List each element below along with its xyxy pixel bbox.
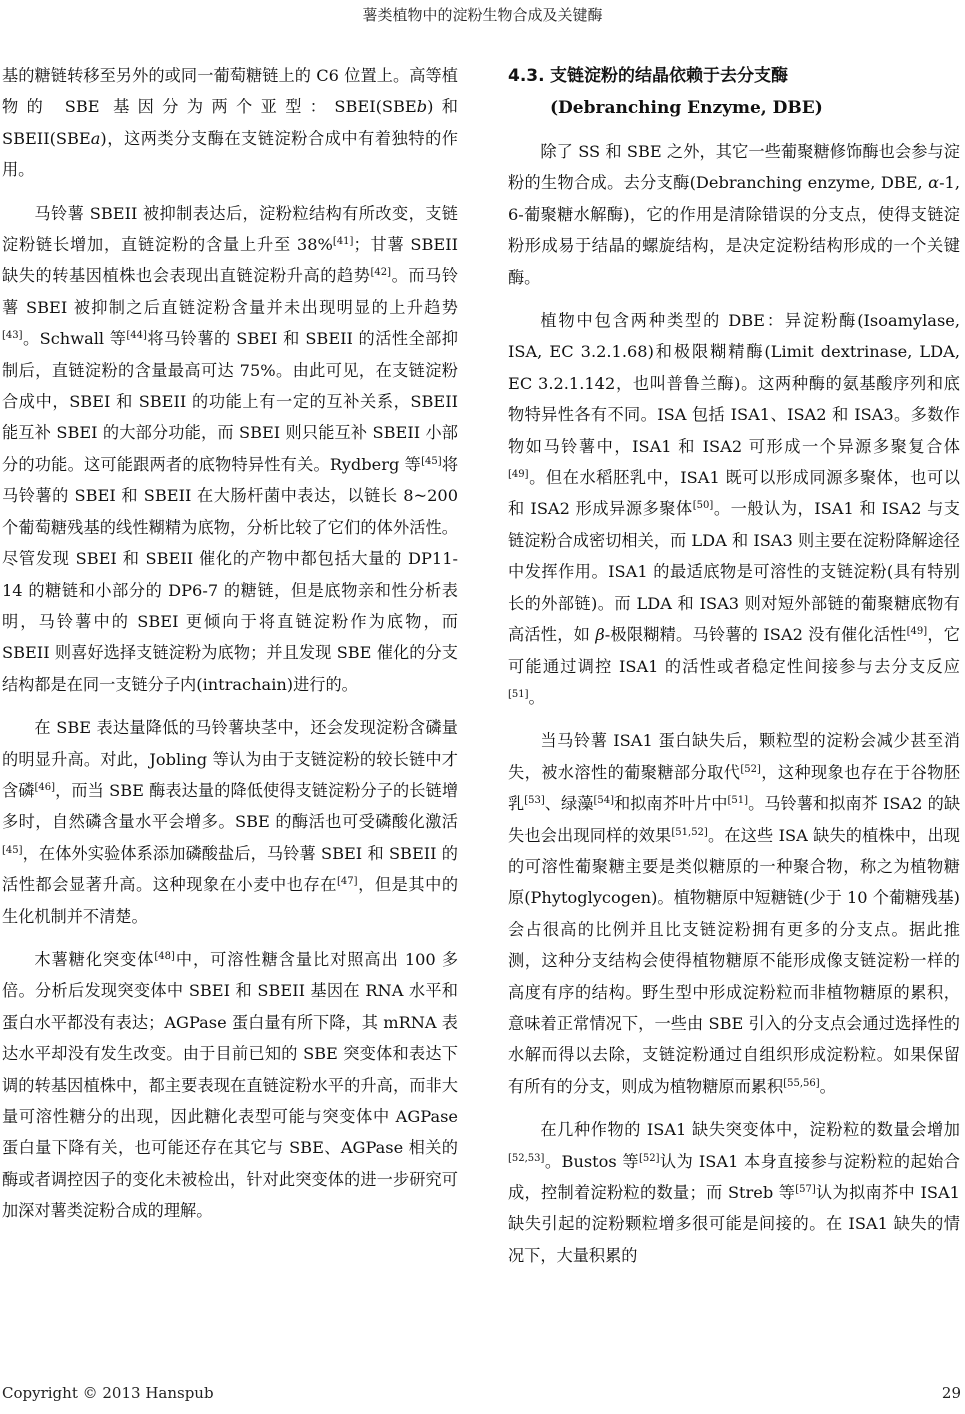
citation-ref: [54] — [593, 795, 614, 807]
italic-symbol: a — [90, 128, 101, 148]
citation-ref: [52] — [740, 763, 761, 775]
page-footer — [2, 1384, 961, 1402]
text-run: 认为拟南芥中 ISA1 缺失引起的淀粉颗粒增多很可能是间接的。在 ISA1 缺失的情况下，大量积累的 — [508, 1183, 960, 1265]
text-run: -1, 6-葡聚糖水解酶)，它的作用是清除错误的分支点，使得支链淀粉形成易于结晶的螺旋结构，是决定淀粉结构形成的一个关键酶。 — [508, 173, 960, 287]
citation-ref: [43] — [2, 330, 23, 342]
left-column — [2, 60, 458, 1239]
text-run: 。一般认为，ISA1 和 ISA2 与支链淀粉合成密切相关，而 LDA 和 ISA3 则主要在淀粉降解途径中发挥作用。ISA1 的最适底物是可溶性的支链淀粉(具有特别长的外部链)。而 LDA 和 ISA3 则对短外部链的葡聚糖底物有高活性，如 — [508, 499, 960, 645]
text-run: 。Bustos 等 — [544, 1151, 639, 1171]
citation-ref: [45] — [421, 455, 442, 467]
citation-ref: [45] — [2, 844, 23, 856]
text-run: 和拟南芥叶片中 — [613, 794, 728, 814]
paragraph-r3 — [508, 725, 960, 1102]
citation-ref: [44] — [126, 330, 147, 342]
citation-ref: [52] — [639, 1152, 660, 1164]
citation-ref: [49] — [906, 626, 928, 638]
paragraph-r1 — [508, 136, 960, 293]
citation-ref: [53] — [524, 795, 545, 807]
citation-ref: [55,56] — [783, 1077, 820, 1089]
italic-symbol: α — [928, 173, 940, 193]
citation-ref: [42] — [370, 267, 392, 279]
text-run: 。 — [528, 687, 545, 707]
text-run: ，但是其中的生化机制并不清楚。 — [2, 875, 459, 926]
text-run: 马铃薯 SBEII 被抑制表达后，淀粉粒结构有所改变，支链淀粉链长增加，直链淀粉的含量上升至 38% — [2, 203, 458, 255]
citation-ref: [41] — [332, 236, 354, 248]
citation-ref: [50] — [692, 500, 714, 512]
text-run: 。 — [819, 1076, 836, 1096]
italic-symbol: β — [595, 625, 605, 645]
citation-ref: [57] — [795, 1184, 816, 1195]
page-number: 29 — [941, 1384, 961, 1402]
text-run: 。马铃薯和拟南芥 ISA2 的缺失也会出现同样的效果 — [508, 794, 961, 845]
section-subtitle: (Debranching Enzyme, DBE) — [550, 98, 823, 118]
text-run: 在 SBE 表达量降低的马铃薯块茎中，还会发现淀粉含磷量的明显升高。对此，Jobling 等认为由于支链淀粉的较长链中才含磷 — [2, 718, 458, 800]
text-run: 。但在水稻胚乳中，ISA1 既可以形成同源多聚体，也可以和 ISA2 形成异源多聚体 — [508, 468, 960, 519]
section-title: 支链淀粉的结晶依赖于去分支酶 — [550, 66, 788, 86]
paragraph-r2 — [508, 305, 960, 713]
citation-ref: [51] — [727, 795, 749, 807]
section-number: 4.3. — [508, 66, 545, 86]
text-run: 。Schwall 等 — [22, 329, 127, 349]
text-run: 木薯糖化突变体 — [34, 949, 155, 969]
text-run: 除了 SS 和 SBE 之外，其它一些葡聚糖修饰酶也会参与淀粉的生物合成。去分支酶(Debranching enzyme, DBE, — [508, 142, 960, 193]
text-run: ，而当 SBE 酶表达量的降低使得支链淀粉分子的长链增多时，自然磷含量水平会增多。SBE 的酶活也可受磷酸化激活 — [2, 780, 459, 832]
section-heading — [508, 60, 960, 124]
text-run: 、绿藻 — [544, 794, 594, 814]
paragraph-p4 — [2, 944, 458, 1227]
text-run: 当马铃薯 ISA1 蛋白缺失后，颗粒型的淀粉会减少甚至消失，被水溶性的葡聚糖部分取代 — [508, 731, 960, 782]
text-run: )和 SBEII(SBE — [2, 97, 458, 148]
citation-ref: [51] — [508, 688, 529, 700]
paragraph-r4 — [508, 1114, 960, 1271]
text-run: ，在体外实验体系添加磷酸盐后，马铃薯 SBEI 和 SBEII 的活性都会显著升高。这种现象在小麦中也存在 — [2, 843, 458, 895]
text-run: 基的糖链转移至另外的或同一葡萄糖链上的 C6 位置上。高等植物的 SBE 基因分为两个亚型：SBEI(SBE — [2, 66, 458, 117]
citation-ref: [49] — [508, 469, 529, 481]
text-run: ，这种现象也存在于谷物胚乳 — [508, 762, 960, 814]
paragraph-p1 — [2, 60, 458, 186]
citation-ref: [48] — [154, 950, 175, 962]
right-column-body — [508, 136, 960, 1271]
paragraph-p3 — [2, 712, 458, 932]
text-run: 中，可溶性糖含量比对照高出 100 多倍。分析后发现突变体中 SBEI 和 SBEII 基因在 RNA 水平和蛋白水平都没有表达；AGPase 蛋白量有所下降，其 mRNA 表达水平却没有发生改变。由于目前已知的 SBE 突变体和表达下调的转基因植株中，都主要表现在直链淀粉水平的升高，而非大量可溶性糖分的出现，因此糖化表型可能与突变体中 AGPase 蛋白量下降有关，也可能还存在其它与 SBE、AGPase 相关的酶或者调控因子的变化未被检出，针对此突变体的进一步研究可加深对薯类淀粉合成的理解。 — [2, 949, 459, 1221]
text-run: ，它可能通过调控 ISA1 的活性或者稳定性间接参与去分支反应 — [508, 625, 960, 676]
text-run: 将马铃薯的 SBEI 和 SBEII 的活性全部抑制后，直链淀粉的含量最高可达 75%。由此可见，在支链淀粉合成中，SBEI 和 SBEII 的功能上有一定的互补关系，SBEII 能互补 SBEI 的大部分功能，而 SBEI 则只能互补 SBEII 小部分的功能。这可能跟两者的底物特异性有关。Rydberg 等 — [2, 329, 458, 474]
text-run: 植物中包含两种类型的 DBE：异淀粉酶(Isoamylase, ISA, EC 3.2.1.68)和极限糊精酶(Limit dextrinase, LDA, EC 3.2.1.142，也叫普鲁兰酶)。这两种酶的氨基酸序列和底物特异性各有不同。ISA 包括 ISA1、ISA2 和 ISA3。多数作物如马铃薯中，ISA1 和 ISA2 可形成一个异源多聚复合体 — [508, 311, 960, 456]
right-column — [508, 60, 960, 1283]
italic-symbol: b — [416, 97, 428, 117]
text-run: -极限糊精。马铃薯的 ISA2 没有催化活性 — [604, 625, 907, 645]
text-run: 认为 ISA1 本身直接参与淀粉粒的起始合成，控制着淀粉粒的数量；而 Streb 等 — [508, 1151, 960, 1202]
text-run: )，这两类分支酶在支链淀粉合成中有着独特的作用。 — [2, 128, 458, 180]
text-run: 在几种作物的 ISA1 缺失突变体中，淀粉粒的数量会增加 — [540, 1120, 960, 1140]
paragraph-p2 — [2, 198, 458, 701]
text-run: ；甘薯 SBEII 缺失的转基因植株也会表现出直链淀粉升高的趋势 — [2, 235, 458, 286]
text-run: 。在这些 ISA 缺失的植株中，出现的可溶性葡聚糖主要是类似糖原的一种聚合物，称之为植物糖原(Phytoglycogen)。植物糖原中短糖链(少于 10 个葡糖残基)会占很高的比例并且比支链淀粉拥有更多的分支点。据此推测，这种分支结构会使得植物糖原不能形成像支链淀粉一样的高度有序的结构。野生型中形成淀粉粒而非植物糖原的累积，意味着正常情况下，一些由 SBE 引入的分支点会通过选择性的水解而得以去除，支链淀粉通过自组织形成淀粉粒。如果保留有所有的分支，则成为植物糖原而累积 — [508, 825, 960, 1096]
text-run: 将马铃薯的 SBEI 和 SBEII 在大肠杆菌中表达，以链长 8~200 个葡萄糖残基的线性糊精为底物，分析比较了它们的体外活性。尽管发现 SBEI 和 SBEII 催化的产物中都包括大量的 DP11-14 的糖链和小部分的 DP6-7 的糖链，但是底物亲和性分析表明，马铃薯中的 SBEI 更倾向于将直链淀粉作为底物，而 SBEII 则喜好选择支链淀粉为底物；并且发现 SBE 催化的分支结构都是在同一支链分子内(intrachain)进行的。 — [2, 454, 459, 694]
citation-ref: [46] — [34, 781, 56, 793]
citation-ref: [51,52] — [671, 826, 708, 838]
text-run: 。而马铃薯 SBEI 被抑制之后直链淀粉含量并未出现明显的上升趋势 — [2, 266, 459, 317]
copyright: Copyright © 2013 Hanspub — [2, 1384, 214, 1402]
running-header: 薯类植物中的淀粉生物合成及关键酶 — [362, 6, 603, 24]
citation-ref: [52,53] — [508, 1152, 545, 1164]
citation-ref: [47] — [336, 876, 358, 888]
